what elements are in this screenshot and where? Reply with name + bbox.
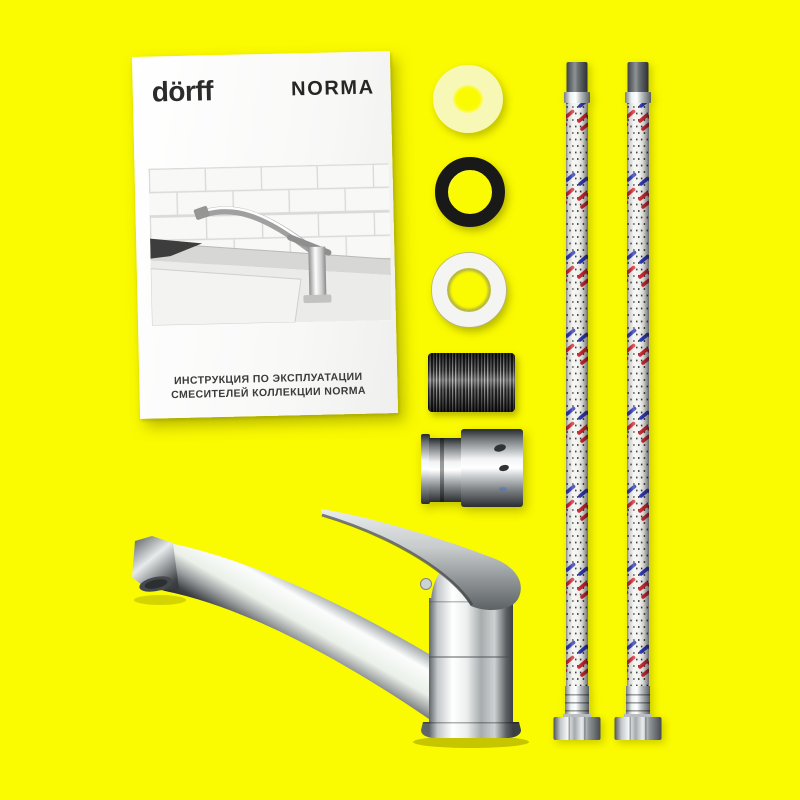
fitting-neck — [429, 438, 462, 502]
rubber-o-ring — [435, 157, 505, 227]
manual-cover-photo — [148, 163, 392, 325]
brand-logo: dörff — [151, 75, 214, 108]
threaded-mounting-stud — [428, 353, 515, 412]
manual-caption-line1: ИНСТРУКЦИЯ ПО ЭКСПЛУАТАЦИИ — [173, 370, 363, 388]
manual-caption — [139, 369, 398, 403]
faucet-spout — [142, 539, 429, 719]
fitting-flange — [421, 434, 430, 504]
flex-hose-pair — [545, 55, 675, 747]
flexible-supply-hose-right — [615, 62, 662, 740]
plastic-washer — [432, 253, 506, 327]
flexible-supply-hose-left — [554, 62, 601, 740]
silicone-gasket — [433, 65, 503, 133]
instruction-manual — [132, 51, 398, 419]
manual-caption-line2: СМЕСИТЕЛЕЙ КОЛЛЕКЦИИ NORMA — [171, 384, 367, 402]
single-lever-kitchen-faucet — [112, 495, 532, 763]
faucet-base — [421, 722, 521, 738]
faucet-body — [429, 598, 513, 724]
manual-header — [132, 73, 391, 107]
faucet-indicator-button — [421, 579, 432, 590]
collection-label: NORMA — [290, 76, 375, 101]
